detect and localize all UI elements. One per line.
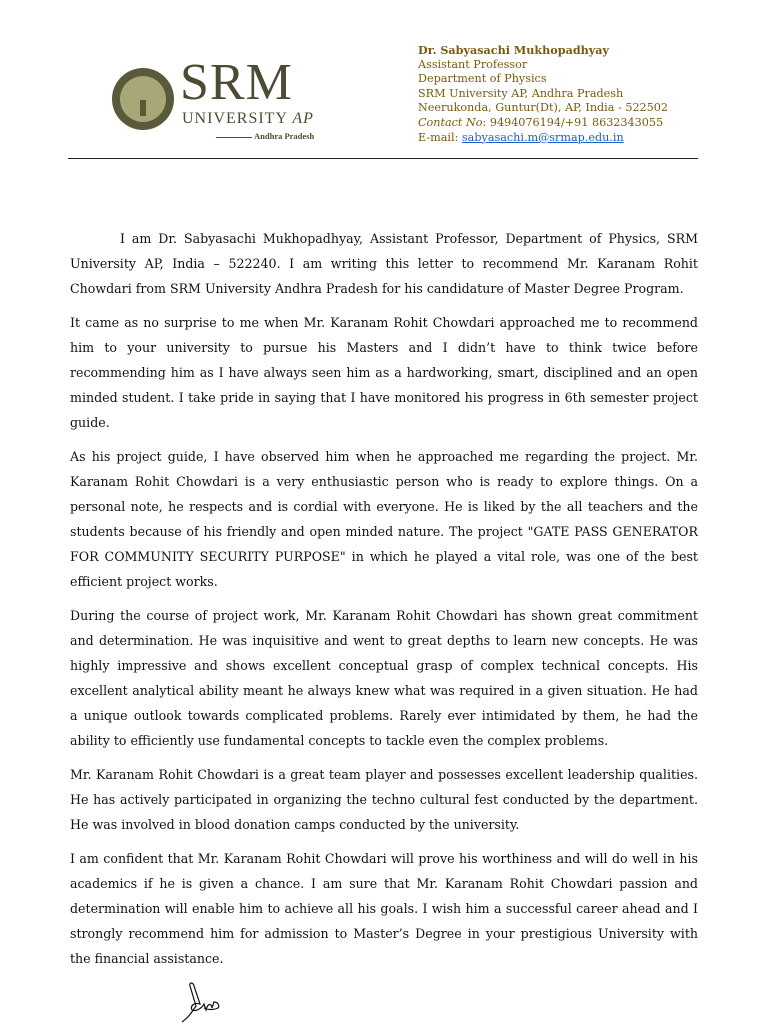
paragraph: I am Dr. Sabyasachi Mukhopadhyay, Assistant Professor, Department of Physics, SRM University AP, India – 522240. I am writing this letter to recommend Mr. Karanam Rohit Chowdari from SRM University Andhra Pradesh for his candidature of Master Degree Program. — [70, 231, 698, 296]
email-link[interactable]: sabyasachi.m@srmap.edu.in — [461, 130, 624, 144]
paragraph: It came as no surprise to me when Mr. Karanam Rohit Chowdari approached me to recommend him to your university to pursue his Masters and I didn’t have to think twice before recommending him as I have always seen him as a hardworking, smart, disciplined and an open minded student. I take pride in saying that I have monitored his progress in 6th semester project guide. — [70, 315, 698, 430]
logo-sub: UNIVERSITY AP — [182, 110, 314, 127]
paragraph: As his project guide, I have observed him when he approached me regarding the project. Mr. Karanam Rohit Chowdari is a very enthusiastic person who is ready to explore things. On a personal note, he respects and is cordial with everyone. He is liked by the all teachers and the students because of his friendly and open minded nature. The project "GATE PASS GENERATOR FOR COMMUNITY SECURITY PURPOSE" in which he played a vital role, was one of the best efficient project works. — [70, 449, 698, 589]
sender-email: E-mail: sabyasachi.m@srmap.edu.in — [418, 130, 624, 144]
letter-body — [70, 0, 698, 1025]
logo-region: Andhra Pradesh — [216, 131, 314, 142]
paragraph: During the course of project work, Mr. Karanam Rohit Chowdari has shown great commitment and determination. He was inquisitive and went to great depths to learn new concepts. He was highly impressive and shows excellent conceptual grasp of complex technical concepts. His excellent analytical ability meant he always knew what was required in a given situation. He had a unique outlook towards complicated problems. Rarely ever intimidated by them, he had the ability to efficiently use fundamental concepts to tackle even the complex problems. — [70, 608, 698, 748]
paragraph: I am confident that Mr. Karanam Rohit Chowdari will prove his worthiness and will do well in his academics if he is given a chance. I am sure that Mr. Karanam Rohit Chowdari passion and determination will enable him to achieve all his goals. I wish him a successful career ahead and I strongly recommend him for admission to Master’s Degree in your prestigious University with the financial assistance. — [70, 851, 698, 966]
sender-title: Assistant Professor — [418, 57, 528, 71]
logo-main: SRM — [180, 54, 293, 111]
paragraph: Mr. Karanam Rohit Chowdari is a great team player and possesses excellent leadership qualities. He has actively participated in organizing the techno cultural fest conducted by the department. He was involved in blood donation camps conducted by the university. — [70, 767, 698, 832]
sender-name: Dr. Sabyasachi Mukhopadhyay — [418, 43, 610, 57]
sender-address: Neerukonda, Guntur(Dt), AP, India - 522502 — [418, 101, 669, 115]
signature — [178, 980, 228, 1025]
sender-contact: Contact No: 9494076194/+91 8632343055 — [418, 115, 664, 129]
sender-department: Department of Physics — [418, 72, 547, 86]
sender-institution: SRM University AP, Andhra Pradesh — [418, 86, 624, 100]
